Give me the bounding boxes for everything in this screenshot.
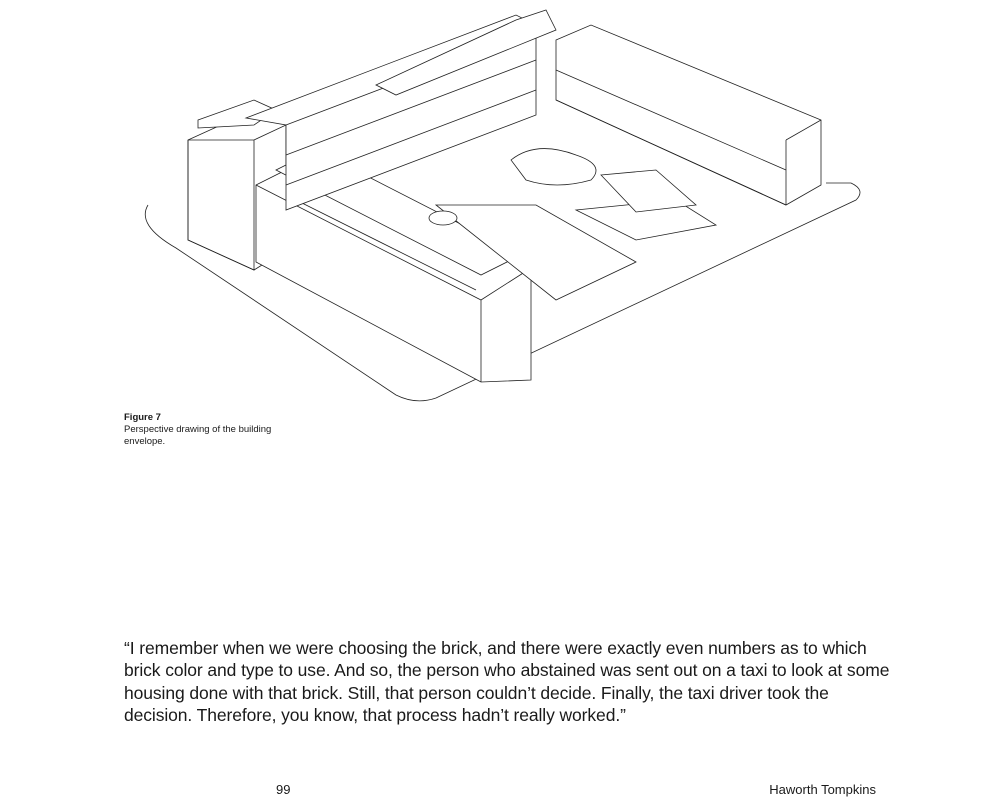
building-perspective-drawing [136,0,866,410]
figure-caption-text: Perspective drawing of the building envelope. [124,424,272,447]
running-title: Haworth Tompkins [769,782,876,797]
north-block [246,10,556,210]
figure-caption [124,412,274,448]
east-block [556,25,821,205]
figure-label: Figure 7 [124,412,161,423]
pull-quote: “I remember when we were choosing the brick, and there were exactly even numbers as to which brick color and type to use. And so, the person who abstained was sent out on a taxi to look at some housing done with that brick. Still, that person couldn’t decide. Finally, the taxi driver took the decision. Therefore, you know, that process hadn’t really worked.” [124,638,890,726]
page-number: 99 [276,782,291,797]
